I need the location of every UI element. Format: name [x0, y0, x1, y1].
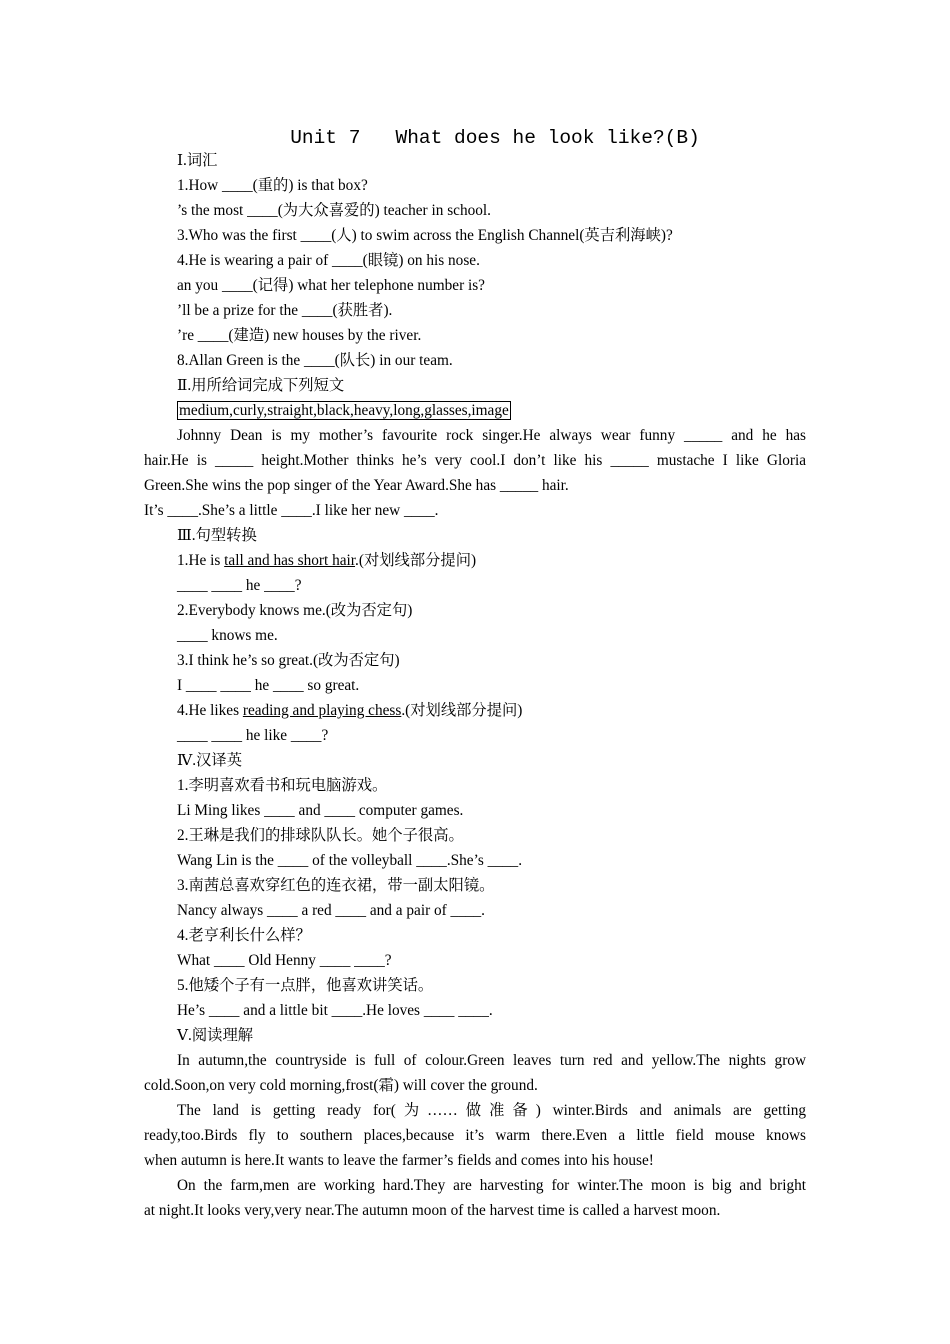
page-title: Unit 7 What does he look like?(B)	[290, 127, 700, 149]
transform-q4: 4.He likes reading and playing chess.(对划线部分提问)	[177, 702, 523, 719]
translate-a2: Wang Lin is the ____ of the volleyball ____.She’s ____.	[177, 852, 523, 869]
word-box-line	[144, 398, 806, 423]
reading-p2-line-3: when autumn is here.It wants to leave the farmer’s fields and comes into his house!	[144, 1152, 654, 1169]
reading-p1-line-2: cold.Soon,on very cold morning,frost(霜) will cover the ground.	[144, 1077, 538, 1094]
vocab-item-7: ’re ____(建造) new houses by the river.	[177, 327, 422, 344]
vocab-item-2: ’s the most ____(为大众喜爱的) teacher in school.	[177, 202, 491, 219]
translate-q4: 4.老亨利长什么样？	[177, 927, 311, 944]
vocab-item-4: 4.He is wearing a pair of ____(眼镜) on his nose.	[177, 252, 480, 269]
reading-p2-line-2: ready,too.Birds fly to southern places,because it’s warm there.Even a little field mouse knows	[144, 1127, 806, 1144]
translate-a4: What ____ Old Henny ____ ____?	[177, 952, 392, 969]
section-1-heading: Ⅰ.词汇	[177, 152, 218, 169]
underlined-phrase: reading and playing chess	[242, 702, 402, 719]
vocab-item-1: 1.How ____(重的) is that box?	[177, 177, 368, 194]
translate-a5: He’s ____ and a little bit ____.He loves ____ ____.	[177, 1002, 493, 1019]
passage-line-4: It’s ____.She’s a little ____.I like her new ____.	[144, 502, 439, 519]
transform-a3: I ____ ____ he ____ so great.	[177, 677, 360, 694]
word-box: medium,curly,straight,black,heavy,long,glasses,image	[179, 402, 509, 419]
translate-q1: 1.李明喜欢看书和玩电脑游戏。	[177, 777, 388, 794]
transform-a4: ____ ____ he like ____?	[177, 727, 329, 744]
translate-q3: 3.南茜总喜欢穿红色的连衣裙，带一副太阳镜。	[177, 877, 495, 894]
worksheet-body	[144, 148, 806, 1223]
underlined-phrase: tall and has short hair	[224, 552, 356, 569]
vocab-item-3: 3.Who was the first ____(人) to swim across the English Channel(英吉利海峡)?	[177, 227, 673, 244]
translate-a3: Nancy always ____ a red ____ and a pair of ____.	[177, 902, 485, 919]
section-3-heading: Ⅲ.句型转换	[177, 527, 257, 544]
passage-line-2: hair.He is _____ height.Mother thinks he’s very cool.I don’t like his _____ mustache I like Gloria	[144, 452, 806, 469]
reading-p2-line-1: The land is getting ready for(为……做准备) winter.Birds and animals are getting	[177, 1102, 806, 1119]
section-2-heading: Ⅱ.用所给词完成下列短文	[177, 377, 345, 394]
translate-q5: 5.他矮个子有一点胖，他喜欢讲笑话。	[177, 977, 434, 994]
transform-q3: 3.I think he’s so great.(改为否定句)	[177, 652, 400, 669]
translate-a1: Li Ming likes ____ and ____ computer games.	[177, 802, 464, 819]
section-4-heading: Ⅳ.汉译英	[177, 752, 242, 769]
vocab-item-6: ’ll be a prize for the ____(获胜者).	[177, 302, 393, 319]
section-5-heading: Ⅴ.阅读理解	[177, 1027, 254, 1044]
transform-q2: 2.Everybody knows me.(改为否定句)	[177, 602, 413, 619]
translate-q2: 2.王琳是我们的排球队队长。她个子很高。	[177, 827, 464, 844]
vocab-item-8: 8.Allan Green is the ____(队长) in our team.	[177, 352, 453, 369]
reading-p3-line-1: On the farm,men are working hard.They are harvesting for winter.The moon is big and bright	[177, 1177, 806, 1194]
transform-a2: ____ knows me.	[177, 627, 278, 644]
transform-a1: ____ ____ he ____?	[177, 577, 302, 594]
transform-q1: 1.He is tall and has short hair.(对划线部分提问)	[177, 552, 477, 569]
reading-p3-line-2: at night.It looks very,very near.The autumn moon of the harvest time is called a harvest moon.	[144, 1202, 721, 1219]
passage-line-3: Green.She wins the pop singer of the Year Award.She has _____ hair.	[144, 477, 569, 494]
passage-line-1: Johnny Dean is my mother’s favourite rock singer.He always wear funny _____ and he has	[177, 427, 806, 444]
vocab-item-5: an you ____(记得) what her telephone number is?	[177, 277, 485, 294]
reading-p1-line-1: In autumn,the countryside is full of colour.Green leaves turn red and yellow.The nights grow	[177, 1052, 806, 1069]
